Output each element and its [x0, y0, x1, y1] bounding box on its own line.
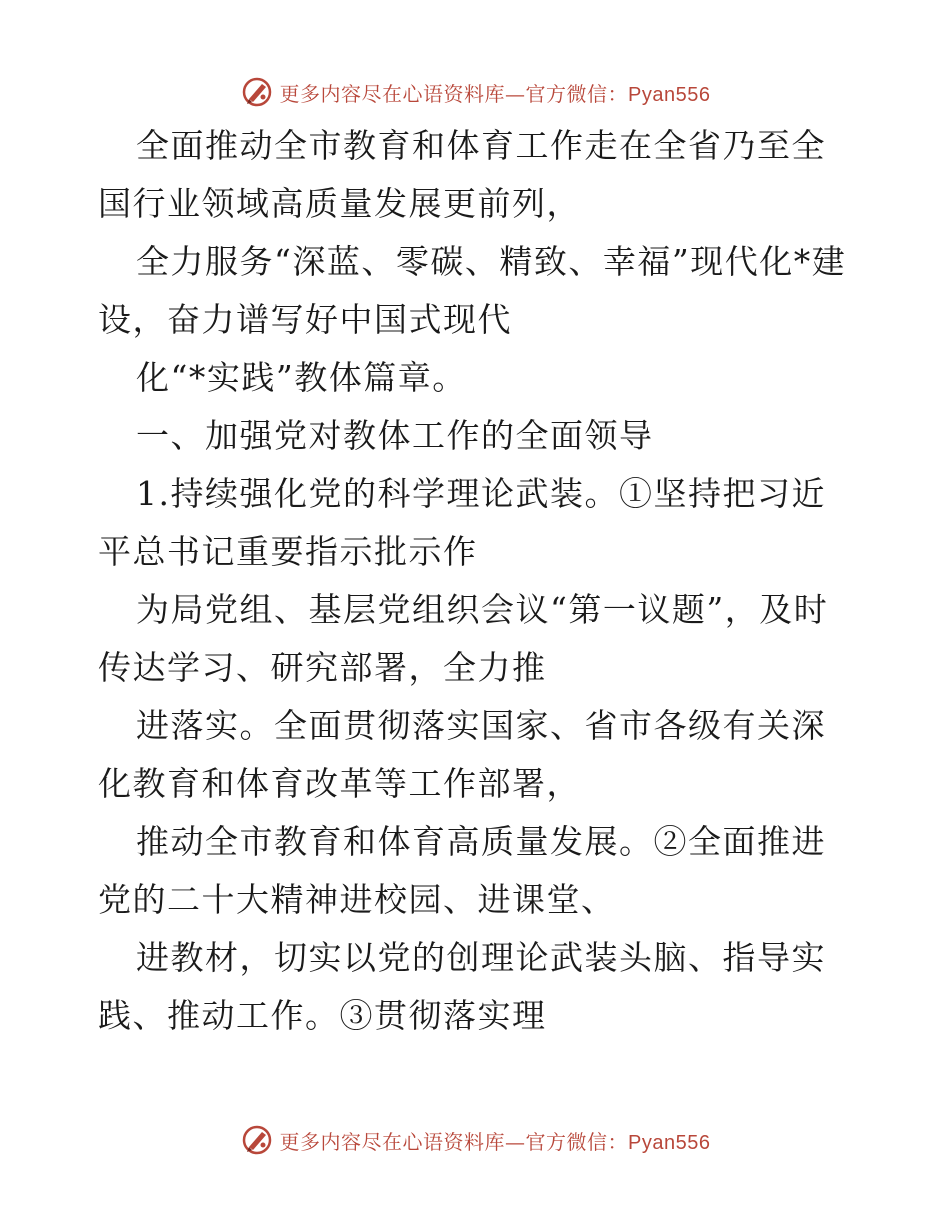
watermark-separator: — — [505, 81, 526, 106]
pen-logo-icon — [240, 75, 274, 109]
paragraph: 化“*实践”教体篇章。 — [136, 358, 467, 397]
watermark-account: Pyan556 — [628, 83, 711, 106]
watermark-official: 官方微信： — [525, 81, 629, 106]
document-body — [98, 117, 858, 1045]
paragraph: 进教材，切实以党的创理论武装头脑、指导实践、推动工作。③贯彻落实理 — [98, 938, 826, 1035]
watermark-main: 更多内容尽在心语资料库 — [279, 81, 506, 106]
watermark-group — [240, 1123, 711, 1157]
watermark-text — [280, 78, 711, 107]
watermark-main: 更多内容尽在心语资料库 — [279, 1129, 506, 1154]
pen-logo-icon — [240, 1123, 274, 1157]
paragraph: 为局党组、基层党组织会议“第一议题”，及时传达学习、研究部署，全力推 — [98, 590, 829, 687]
watermark-separator: — — [505, 1129, 526, 1154]
paragraph: 推动全市教育和体育高质量发展。②全面推进党的二十大精神进校园、进课堂、 — [98, 822, 826, 919]
watermark-text — [280, 1126, 711, 1155]
watermark-banner-top — [0, 70, 950, 114]
watermark-banner-bottom — [0, 1118, 950, 1162]
paragraph: 全力服务“深蓝、零碳、精致、幸福”现代化*建设，奋力谱写好中国式现代 — [98, 242, 847, 339]
watermark-official: 官方微信： — [525, 1129, 629, 1154]
watermark-group — [240, 75, 711, 109]
paragraph: 全面推动全市教育和体育工作走在全省乃至全国行业领域高质量发展更前列， — [98, 126, 826, 223]
section-heading: 一、加强党对教体工作的全面领导 — [136, 416, 654, 455]
paragraph: 进落实。全面贯彻落实国家、省市各级有关深化教育和体育改革等工作部署， — [98, 706, 826, 803]
watermark-account: Pyan556 — [628, 1131, 711, 1154]
paragraph: 1.持续强化党的科学理论武装。①坚持把习近平总书记重要指示批示作 — [98, 474, 826, 571]
